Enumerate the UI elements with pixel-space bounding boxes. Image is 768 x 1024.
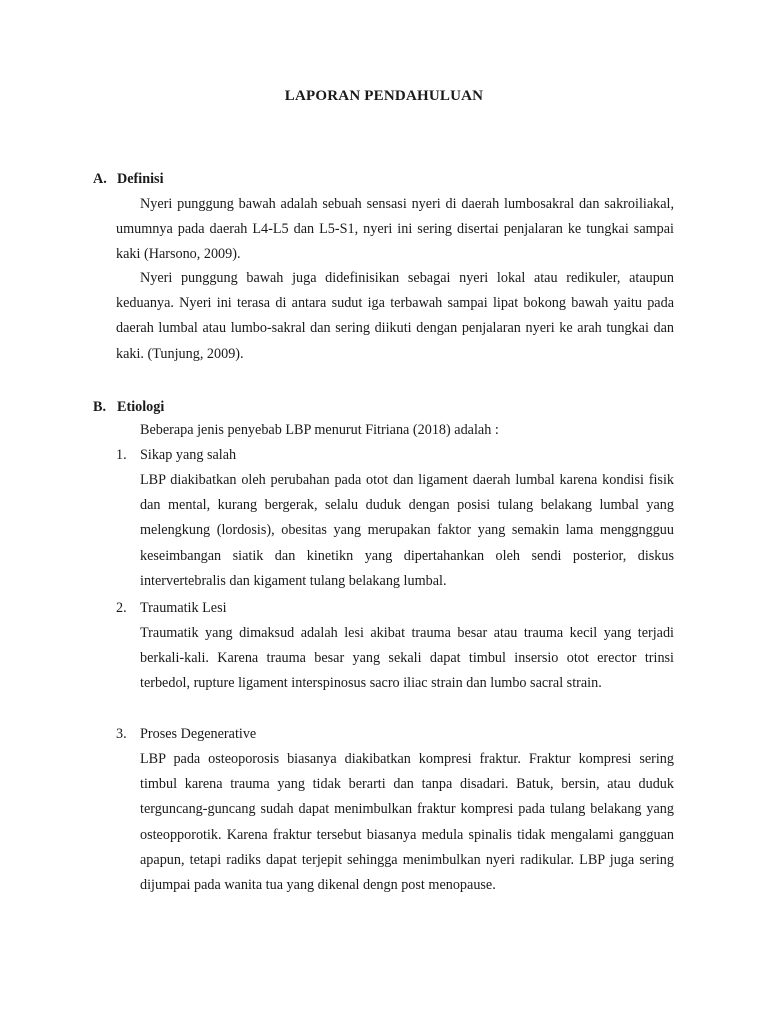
section-heading-text: Definisi — [117, 171, 164, 187]
list-item-body: LBP pada osteoporosis biasanya diakibatkan kompresi fraktur. Fraktur kompresi sering timbul karena trauma yang tidak berarti dan tanpa disadari. Batuk, bersin, atau duduk terguncang-guncang sudah dapat menimbulkan fraktur kompresi pada tulang belakang yang osteopporotik. Karena fraktur tersebut biasanya medula spinalis tidak mengalami gangguan apapun, tetapi radiks dapat terjepit sehingga menimbulkan nyeri radikular. LBP juga sering dijumpai pada wanita tua yang dikenal dengn post menopause. — [140, 751, 674, 894]
list-item-title — [116, 596, 227, 621]
section-heading-definisi — [93, 171, 164, 188]
list-item-title-text: Proses Degenerative — [140, 726, 257, 742]
list-item-body: LBP diakibatkan oleh perubahan pada otot dan ligament daerah lumbal karena kondisi fisik dan mental, kurang bergerak, selalu duduk dengan posisi tulang belakang lumbal yang melengkung (lordosis), obesitas yang merupakan faktor yang semakin lama menggngguu keseimbangan siatik dan kinetikn yang dipertahankan oleh sendi posterior, diskus intervertebralis dan kigament tulang belakang lumbal. — [140, 472, 674, 589]
document-title: LAPORAN PENDAHULUAN — [284, 88, 484, 104]
section-marker: B. — [93, 399, 107, 415]
section-marker: A. — [93, 171, 107, 187]
list-item-number: 1. — [116, 447, 127, 463]
section-heading-etiologi — [93, 399, 164, 416]
list-item-title — [116, 443, 236, 468]
list-item-number: 2. — [116, 600, 127, 616]
list-item-title — [116, 722, 256, 747]
list-item-title-text: Sikap yang salah — [140, 447, 237, 463]
etiologi-intro: Beberapa jenis penyebab LBP menurut Fitriana (2018) adalah : — [140, 422, 499, 438]
list-item-number: 3. — [116, 726, 127, 742]
list-item-title-text: Traumatik Lesi — [140, 600, 227, 616]
section-heading-text: Etiologi — [117, 399, 165, 415]
definisi-paragraph-1: Nyeri punggung bawah adalah sebuah sensasi nyeri di daerah lumbosakral dan sakroiliakal, umumnya pada daerah L4-L5 dan L5-S1, nyeri ini sering disertai penjalaran ke tungkai sampai kaki (Harsono, 2009). — [116, 196, 674, 263]
list-item-body: Traumatik yang dimaksud adalah lesi akibat trauma besar atau trauma kecil yang terjadi berkali-kali. Karena trauma besar yang sekali dapat timbul insersio otot erector trinsi terbedol, rupture ligament interspinosus sacro iliac strain dan lumbo sacral strain. — [140, 625, 674, 692]
definisi-paragraph-2: Nyeri punggung bawah juga didefinisikan sebagai nyeri lokal atau redikuler, ataupun keduanya. Nyeri ini terasa di antara sudut iga terbawah sampai lipat bokong bawah yaitu pada daerah lumbal atau lumbo-sakral dan sering diikuti dengan penjalaran nyeri ke arah tungkai dan kaki. (Tunjung, 2009). — [116, 270, 674, 362]
